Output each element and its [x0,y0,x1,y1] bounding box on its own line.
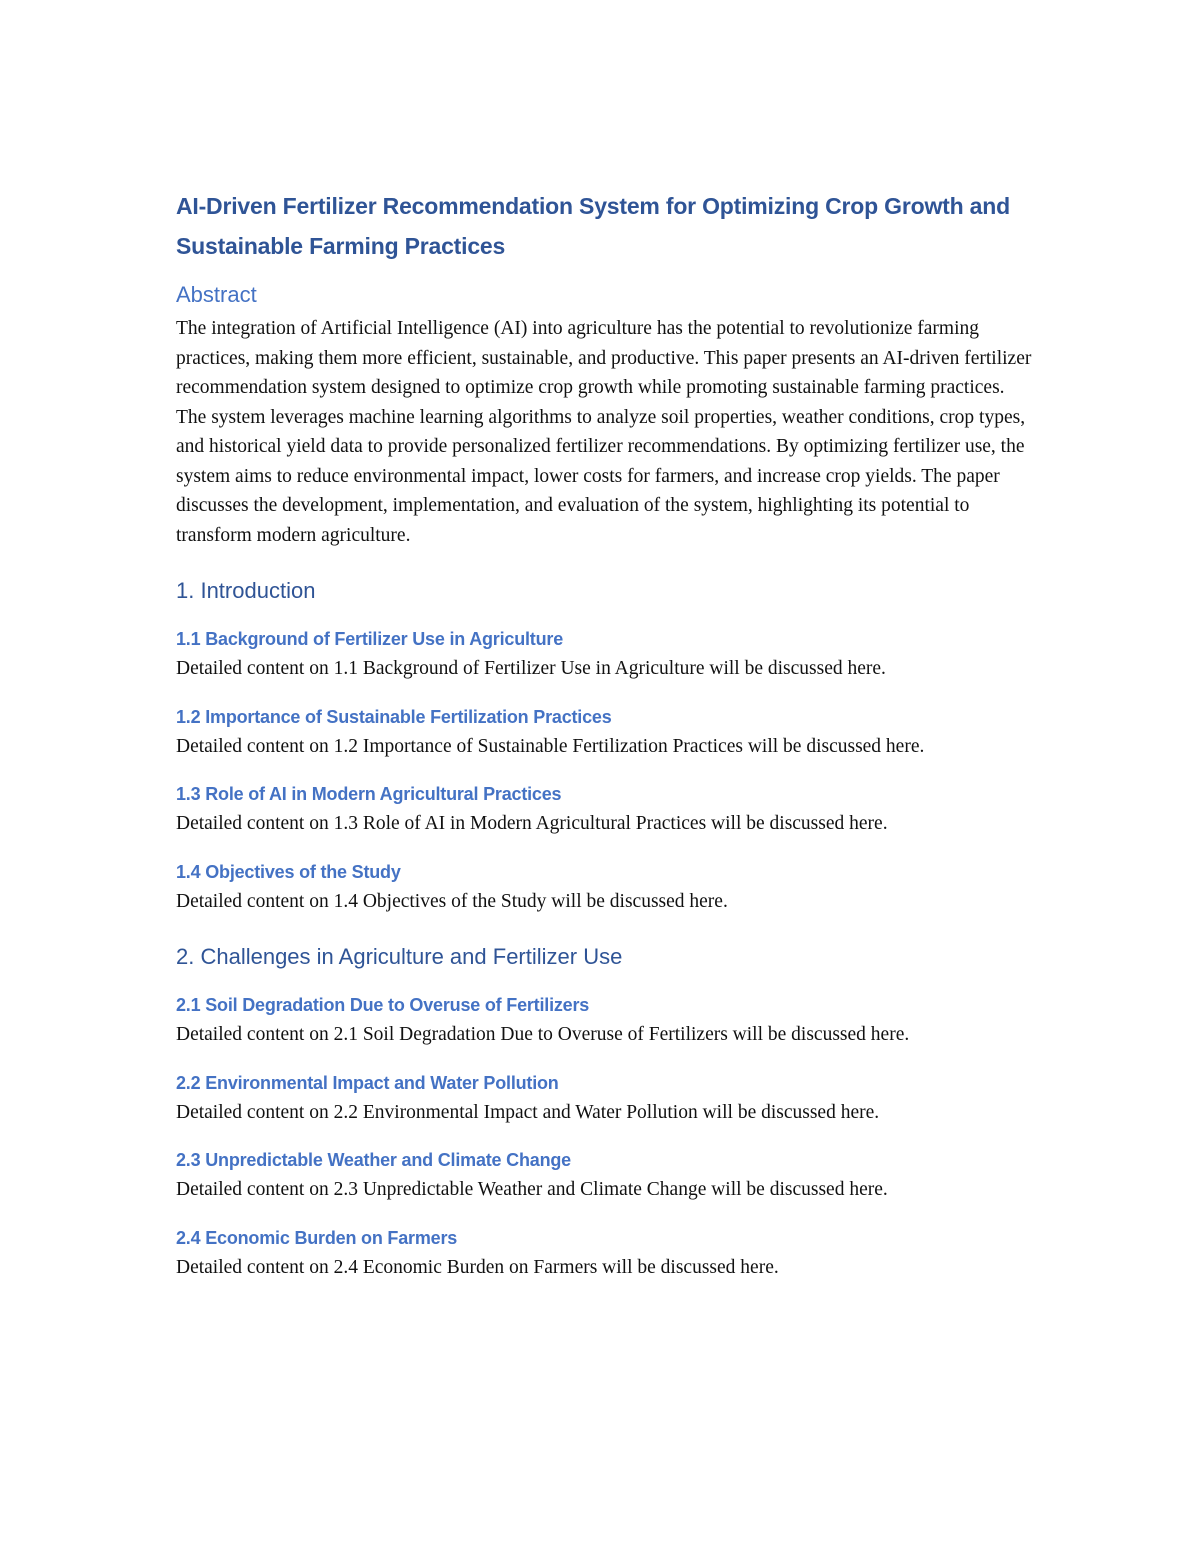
section-text: Detailed content on 1.2 Importance of Sustainable Fertilization Practices will be discussed here. [176,735,925,757]
section-text: Detailed content on 1.4 Objectives of the Study will be discussed here. [176,890,728,912]
section-heading: 1.1 Background of Fertilizer Use in Agriculture [176,629,564,649]
section-heading: 2.4 Economic Burden on Farmers [176,1227,458,1248]
section-heading: 2.2 Environmental Impact and Water Pollution [176,1072,559,1093]
section-heading: 2.1 Soil Degradation Due to Overuse of Fertilizers [176,995,590,1015]
section-2-3 [176,1147,1036,1205]
section-1-4 [176,859,1036,917]
section-1-3 [176,781,1036,839]
document-title: AI-Driven Fertilizer Recommendation System for Optimizing Crop Growth and Sustainable Farming Practices [176,193,1010,259]
chapter-heading-challenges: 2. Challenges in Agriculture and Fertilizer Use [176,944,623,969]
chapter-heading-introduction: 1. Introduction [176,578,316,603]
section-heading: 1.2 Importance of Sustainable Fertilization Practices [176,706,612,727]
section-text: Detailed content on 2.2 Environmental Impact and Water Pollution will be discussed here. [176,1101,880,1123]
section-text: Detailed content on 2.4 Economic Burden on Farmers will be discussed here. [176,1256,779,1278]
section-text: Detailed content on 2.3 Unpredictable Weather and Climate Change will be discussed here. [176,1179,888,1200]
section-2-4 [176,1225,1036,1283]
section-text: Detailed content on 1.1 Background of Fertilizer Use in Agriculture will be discussed here. [176,658,886,679]
section-heading: 1.3 Role of AI in Modern Agricultural Practices [176,784,562,804]
section-text: Detailed content on 2.1 Soil Degradation Due to Overuse of Fertilizers will be discussed here. [176,1024,910,1045]
section-2-1 [176,992,1036,1050]
abstract-heading: Abstract [176,282,257,307]
section-heading: 2.3 Unpredictable Weather and Climate Change [176,1150,571,1170]
document-page [176,186,1036,1282]
section-2-2 [176,1070,1036,1128]
abstract-text: The integration of Artificial Intelligence (AI) into agriculture has the potential to revolutionize farming practices, making them more efficient, sustainable, and productive. This paper presents an AI-driven fertilizer recommendation system designed to optimize crop growth while promoting sustainable farming practices. The system leverages machine learning algorithms to analyze soil properties, weather conditions, crop types, and historical yield data to provide personalized fertilizer recommendations. By optimizing fertilizer use, the system aims to reduce environmental impact, lower costs for farmers, and increase crop yields. The paper discusses the development, implementation, and evaluation of the system, highlighting its potential to transform modern agriculture. [176,318,1032,546]
section-text: Detailed content on 1.3 Role of AI in Modern Agricultural Practices will be discussed here. [176,813,888,834]
section-heading: 1.4 Objectives of the Study [176,861,401,882]
section-1-1 [176,626,1036,684]
section-1-2 [176,704,1036,762]
